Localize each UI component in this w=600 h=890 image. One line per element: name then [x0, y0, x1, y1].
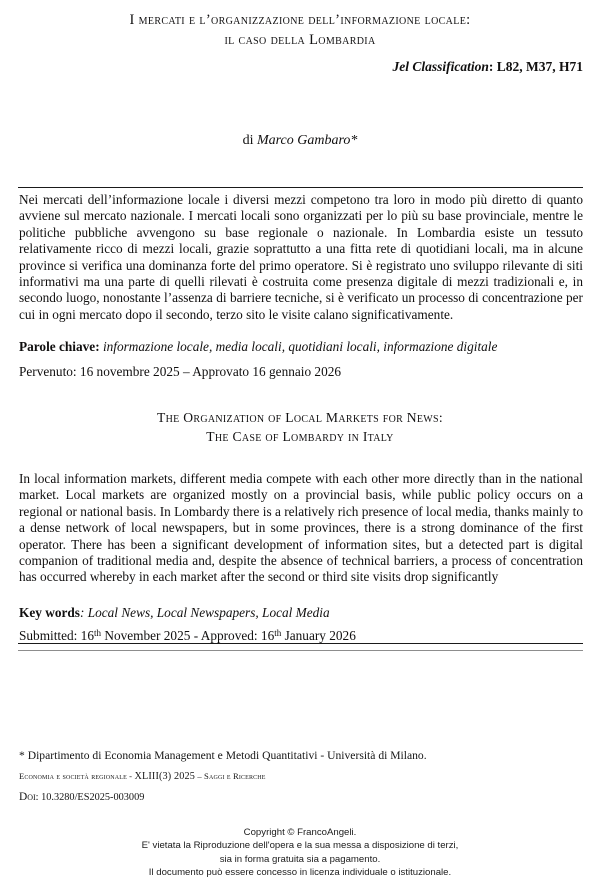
- document-title-italian-line2: il caso della Lombardia: [224, 32, 376, 48]
- document-title-italian-line1: I mercati e l’organizzazione dell’informazione locale:: [129, 12, 471, 28]
- author-name: Marco Gambaro*: [256, 133, 358, 148]
- rule-below-english-dates: [18, 643, 583, 644]
- document-title-english-line2: The Case of Lombardy in Italy: [206, 429, 394, 444]
- author-affiliation-footnote: * Dipartimento di Economia Management e Metodi Quantitativi - Università di Milano.: [19, 749, 427, 762]
- journal-volume: XLIII(3) 2025: [134, 771, 196, 782]
- copyright-line-1: Copyright © FrancoAngeli.: [243, 827, 357, 838]
- abstract-english-text: In local information markets, different media compete with each other more directly than in the national market. Local markets are organized mostly on a provincial basis, while public policy occurs on a regional or national basis. In Lombardy there is a relatively rich presence of local media, thanks mainly to a dense network of local newspapers, but in some provinces, there is a strong dominance of the first operator. There has been a significant development of information sites, but a detected part is digital companion of traditional media and, despite the absence of technical barriers, a process of concentration has occurred whereby in each market after the second or third site visits drop significantly: [19, 471, 583, 585]
- abstract-italian: [19, 192, 583, 323]
- page-title: [18, 10, 582, 50]
- dates-english-approved-rest: January 2026: [281, 628, 356, 643]
- rule-secondary-below-english-dates: [18, 650, 583, 651]
- doi-reference: [19, 791, 583, 804]
- dates-english-submitted-rest: November 2025 - Approved: 16: [101, 628, 275, 643]
- author-prefix: di: [242, 133, 257, 148]
- keywords-italian: [19, 338, 583, 355]
- jel-classification-label: Jel Classification: [392, 59, 489, 74]
- abstract-italian-text: Nei mercati dell’informazione locale i diversi mezzi competono tra loro in modo più diretto di quanto avviene sul mercato nazionale. I mercati locali sono organizzati per lo più su base provinciale, mentre le politiche pubbliche avvengono su base regionale o nazionale. In Lombardia esiste un tessuto relativamente ricco di mezzi locali, grazie soprattutto a una fitta rete di quotidiani locali, ma in alcune province si verifica una dominanza forte del primo operatore. Si è registrato uno sviluppo rilevante di siti informativi ma una parte di quelli rilevati è costruita come presenza digitale di mezzi tradizionali e, in secondo luogo, nonostante l’assenza di barriere tecniche, si è verificato un processo di concentrazione per cui in ogni mercato dopo il secondo, terzo sito le visite calano significativamente.: [19, 192, 583, 322]
- copyright-line-3: sia in forma gratuita sia a pagamento.: [219, 853, 381, 865]
- copyright-line-4: Il documento può essere concesso in licenza individuale o istituzionale.: [148, 867, 452, 879]
- journal-section: – Saggi e Ricerche: [195, 771, 266, 781]
- doi-label: Doi: [19, 791, 36, 803]
- jel-classification: [18, 58, 583, 76]
- copyright-line-2: E' vietata la Riproduzione dell'opera e la sua messa a disposizione di terzi,: [141, 840, 459, 852]
- jel-classification-values: : L82, M37, H71: [488, 59, 583, 74]
- document-title-english: [18, 408, 582, 446]
- dates-english-approved-ordinal: th: [274, 628, 282, 639]
- abstract-english: [19, 471, 583, 586]
- doi-value: : 10.3280/ES2025-003009: [35, 792, 145, 803]
- document-title-english-line1: The Organization of Local Markets for News:: [157, 410, 443, 425]
- journal-reference: [19, 770, 583, 783]
- dates-english-submitted: Submitted: 16: [19, 628, 94, 643]
- keywords-english-label: Key words: [19, 605, 80, 620]
- author-byline: [18, 131, 582, 150]
- keywords-italian-label: Parole chiave:: [19, 339, 100, 354]
- keywords-english-values: : Local News, Local Newspapers, Local Media: [79, 605, 330, 620]
- document-title-italian: [18, 10, 582, 50]
- keywords-italian-values: informazione locale, media locali, quotidiani locali, informazione digitale: [99, 339, 498, 354]
- rule-above-italian-abstract: [18, 187, 583, 188]
- dates-english-submitted-ordinal: th: [93, 628, 102, 639]
- dates-italian: Pervenuto: 16 novembre 2025 – Approvato 16 gennaio 2026: [19, 364, 342, 379]
- copyright-notice: [18, 826, 582, 880]
- journal-name: Economia e società regionale -: [19, 771, 135, 781]
- dates-english: [19, 627, 583, 644]
- keywords-english: [19, 604, 583, 621]
